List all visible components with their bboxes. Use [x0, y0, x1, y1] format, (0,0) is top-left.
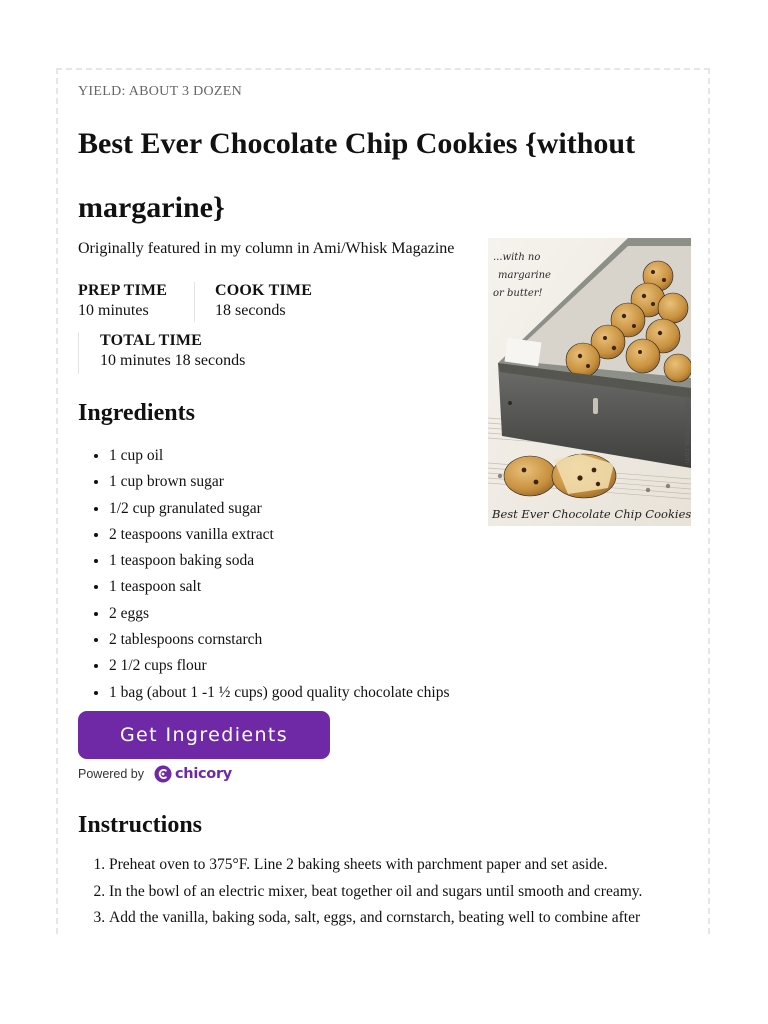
prep-time-value: 10 minutes [78, 302, 149, 319]
total-time [78, 332, 245, 374]
ingredient-item: • 2 1/2 cups flour [109, 653, 450, 679]
recipe-yield: YIELD: ABOUT 3 DOZEN [78, 84, 243, 99]
ingredient-item: • 1 bag (about 1 -1 ½ cups) good quality chocolate chips [109, 680, 450, 706]
instruction-step: 3. Add the vanilla, baking soda, salt, eggs, and cornstarch, beating well to combine after [109, 905, 710, 932]
ingredient-item: • 2 tablespoons cornstarch [109, 627, 450, 653]
total-time-label: TOTAL TIME [100, 332, 203, 349]
ingredient-item: • 1 teaspoon baking soda [109, 548, 450, 574]
cook-time-label: COOK TIME [215, 282, 313, 299]
ingredient-item: • 1 cup brown sugar [109, 469, 450, 495]
ingredient-list [78, 443, 450, 706]
prep-time-label: PREP TIME [78, 282, 168, 299]
recipe-photo [488, 238, 691, 526]
powered-by-chicory [78, 764, 232, 784]
instruction-list [78, 852, 710, 932]
powered-by-label: Powered by [78, 767, 145, 781]
total-time-value: 10 minutes 18 seconds [100, 352, 246, 369]
ingredient-item: • 1/2 cup granulated sugar [109, 496, 450, 522]
ingredient-item: • 2 teaspoons vanilla extract [109, 522, 450, 548]
instruction-step: 1. Preheat oven to 375°F. Line 2 baking sheets with parchment paper and set aside. [109, 852, 710, 879]
photo-watermark: overtimecook.com [683, 398, 691, 464]
instruction-step: 2. In the bowl of an electric mixer, beat together oil and sugars until smooth and creamy. [109, 879, 710, 906]
ingredients-heading: Ingredients [78, 400, 195, 426]
chicory-icon [154, 765, 172, 783]
cook-time-value: 18 seconds [215, 302, 286, 319]
ingredient-item: • 1 teaspoon salt [109, 574, 450, 600]
recipe-card [56, 68, 710, 934]
recipe-title: Best Ever Chocolate Chip Cookies {without margarine} [78, 127, 636, 224]
instructions-heading: Instructions [78, 812, 203, 838]
prep-time [78, 282, 195, 322]
photo-caption-top: ...with no margarine or butter! [493, 252, 551, 299]
ingredient-item: • 2 eggs [109, 601, 450, 627]
recipe-summary: Originally featured in my column in Ami/Whisk Magazine [78, 240, 455, 257]
chicory-brand-name: chicory [175, 766, 232, 782]
chicory-logo-link[interactable] [154, 765, 232, 783]
get-ingredients-button[interactable]: Get Ingredients [78, 711, 330, 759]
cookies-in-pan-image [488, 238, 691, 526]
cook-time [215, 282, 312, 320]
photo-caption-bottom: Best Ever Chocolate Chip Cookies [492, 507, 691, 521]
ingredient-item: • 1 cup oil [109, 443, 450, 469]
